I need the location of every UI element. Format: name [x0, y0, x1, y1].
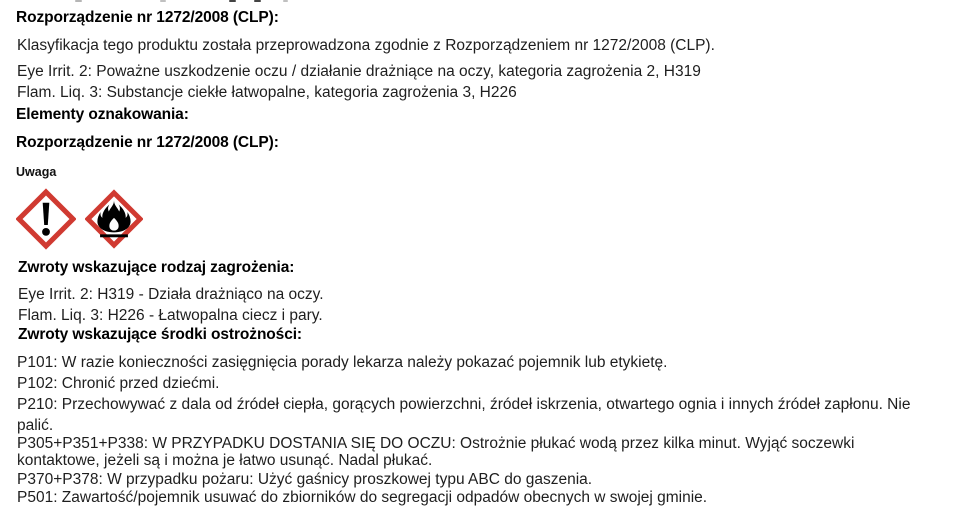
precaution-line: P305+P351+P338: W PRZYPADKU DOSTANIA SIĘ DO OCZU: Ostrożnie płukać wodą przez kilka minut. Wyjąć soczewki — [17, 435, 855, 452]
precaution-line: P210: Przechowywać z dala od źródeł ciepła, gorących powierzchni, źródeł iskrzenia, otwartego ognia i innych źródeł zapłonu. Nie — [17, 396, 911, 413]
clp-heading-2: Rozporządzenie nr 1272/2008 (CLP): — [16, 134, 279, 151]
hazard-heading: Zwroty wskazujące rodzaj zagrożenia: — [18, 259, 295, 276]
precaution-heading: Zwroty wskazujące środki ostrożności: — [18, 326, 302, 343]
precaution-line: P102: Chronić przed dziećmi. — [17, 375, 220, 392]
ghs02-flame-icon — [85, 188, 143, 250]
classification-statement: Klasyfikacja tego produktu została przeprowadzona zgodnie z Rozporządzeniem nr 1272/2008 (CLP). — [17, 37, 715, 54]
precaution-line: palić. — [17, 417, 54, 434]
classification-line: Flam. Liq. 3: Substancje ciekłe łatwopalne, kategoria zagrożenia 3, H226 — [17, 84, 517, 101]
classification-line: Eye Irrit. 2: Poważne uszkodzenie oczu / działanie drażniące na oczy, kategoria zagrożenia 2, H319 — [17, 63, 701, 80]
signal-word: Uwaga — [16, 165, 57, 179]
clp-heading-1: Rozporządzenie nr 1272/2008 (CLP): — [16, 9, 279, 26]
ghs07-exclamation-icon — [16, 188, 76, 250]
precaution-line: P101: W razie konieczności zasięgnięcia porady lekarza należy pokazać pojemnik lub etykietę. — [17, 354, 668, 371]
hazard-line: Eye Irrit. 2: H319 - Działa drażniąco na oczy. — [18, 286, 324, 303]
labelling-heading: Elementy oznakowania: — [16, 106, 189, 123]
clipped-line-fragment — [75, 0, 82, 2]
precaution-line: kontaktowe, jeżeli są i można je łatwo usunąć. Nadal płukać. — [17, 452, 433, 469]
clipped-line-fragment — [160, 0, 166, 2]
precaution-line: P370+P378: W przypadku pożaru: Użyć gaśnicy proszkowej typu ABC do gaszenia. — [17, 471, 593, 488]
precaution-line: P501: Zawartość/pojemnik usuwać do zbiorników do segregacji odpadów obecnych w swojej gminie. — [17, 489, 708, 506]
hazard-line: Flam. Liq. 3: H226 - Łatwopalna ciecz i pary. — [18, 307, 323, 324]
clipped-line-fragment — [254, 0, 261, 2]
clipped-line-fragment — [229, 0, 236, 2]
clipped-line-fragment — [283, 0, 288, 2]
